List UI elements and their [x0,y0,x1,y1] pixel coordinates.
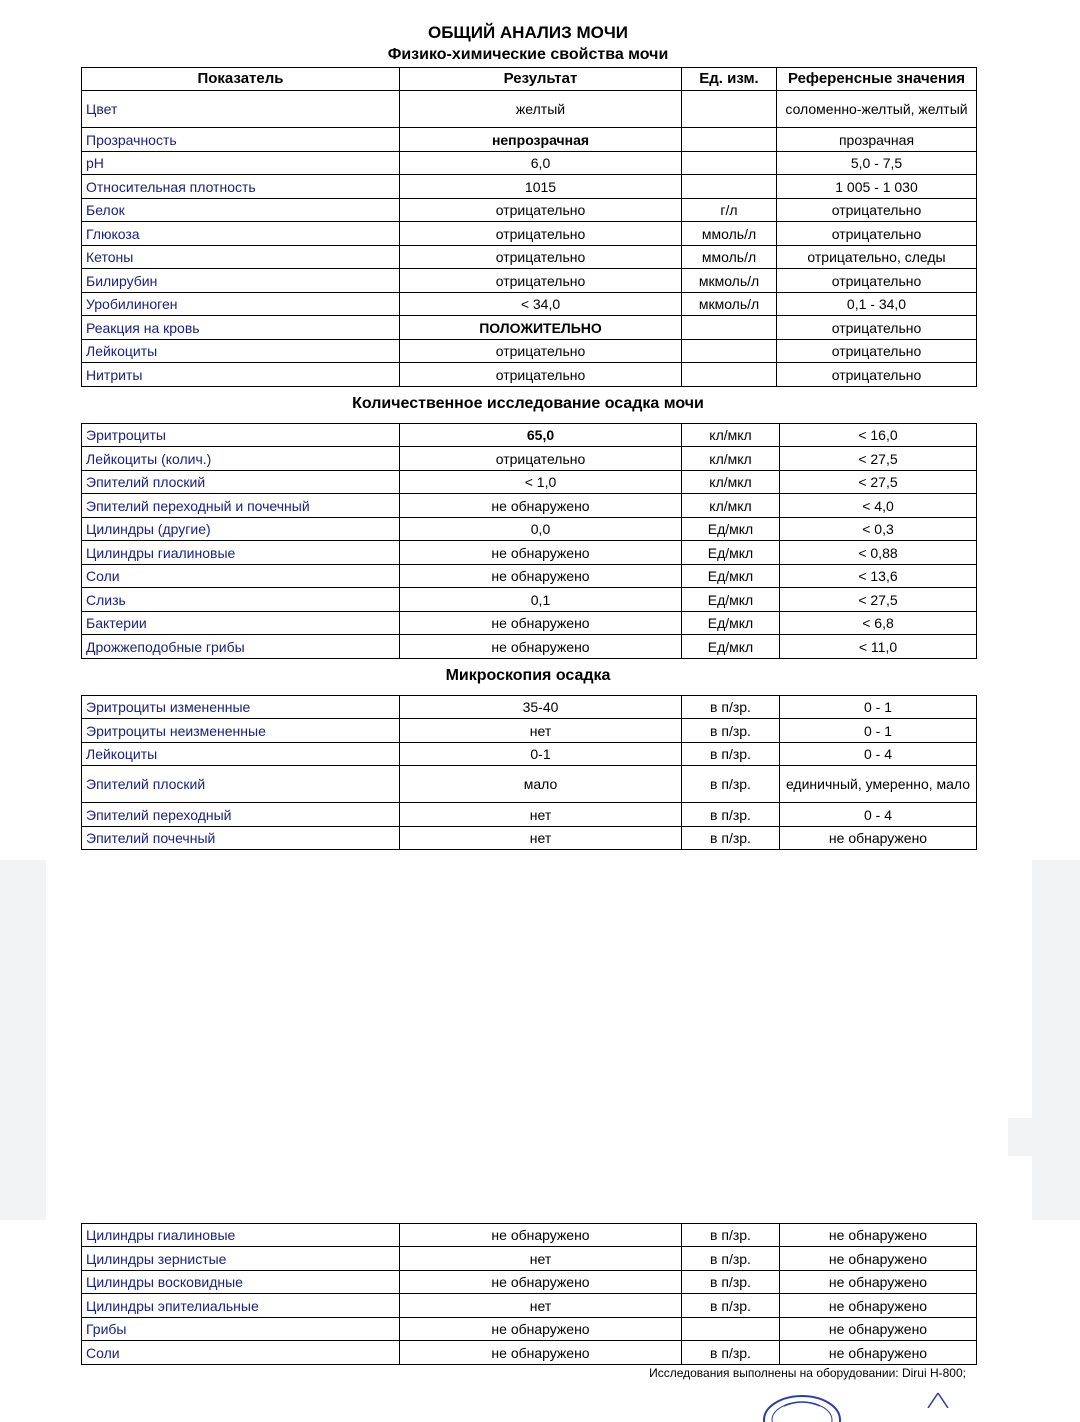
table-row [82,1341,977,1365]
reference-value: 0,1 - 34,0 [777,293,977,316]
equipment-note: Исследования выполнены на оборудовании: Dirui H-800; [649,1366,966,1380]
result-value: не обнаружено [400,541,682,565]
result-value: отрицательно [400,447,682,471]
unit-value: мкмоль/л [682,269,777,293]
reference-value: < 27,5 [780,471,977,494]
result-value: нет [400,827,682,850]
unit-value: в п/зр. [682,743,780,766]
indicator-name: Реакция на кровь [82,316,400,340]
table-row [82,743,977,766]
unit-value: в п/зр. [682,803,780,827]
micro-continued-table [81,1223,977,1365]
result-value: непрозрачная [400,128,682,152]
table-row [82,635,977,659]
reference-value: < 0,3 [780,518,977,541]
unit-value: кл/мкл [682,494,780,518]
scan-edge-left [0,860,46,1220]
reference-value: отрицательно [777,269,977,293]
unit-value [682,128,777,152]
unit-value [682,363,777,387]
reference-value: 5,0 - 7,5 [777,152,977,175]
section-title-micro: Микроскопия осадка [445,667,611,684]
unit-value [682,175,777,199]
table-header-row [82,68,977,91]
reference-value: не обнаружено [780,1294,977,1318]
reference-value: 1 005 - 1 030 [777,175,977,199]
table-row [82,91,977,128]
unit-value: в п/зр. [682,766,780,803]
indicator-name: Белок [82,199,400,222]
result-value: не обнаружено [400,1224,682,1247]
result-value: не обнаружено [400,1271,682,1294]
unit-value [682,340,777,363]
result-value: < 1,0 [400,471,682,494]
result-value: 0-1 [400,743,682,766]
result-value: не обнаружено [400,565,682,588]
unit-value: Ед/мкл [682,541,780,565]
indicator-name: Соли [82,1341,400,1365]
unit-value: кл/мкл [682,424,780,447]
reference-value: соломенно-желтый, желтый [777,91,977,128]
result-value: отрицательно [400,246,682,269]
indicator-name: Цвет [82,91,400,128]
quant-table [81,423,977,659]
table-row [82,1294,977,1318]
indicator-name: Грибы [82,1318,400,1341]
table-row [82,340,977,363]
unit-value: Ед/мкл [682,588,780,612]
reference-value: < 6,8 [780,612,977,635]
unit-value: в п/зр. [682,1271,780,1294]
header-result: Результат [400,68,682,91]
table-row [82,246,977,269]
page-title: ОБЩИЙ АНАЛИЗ МОЧИ [427,23,629,42]
indicator-name: Цилиндры зернистые [82,1247,400,1271]
result-value: не обнаружено [400,612,682,635]
result-value: не обнаружено [400,635,682,659]
table-row [82,494,977,518]
table-row [82,199,977,222]
reference-value: < 4,0 [780,494,977,518]
result-value: не обнаружено [400,494,682,518]
result-value: 6,0 [400,152,682,175]
indicator-name: Нитриты [82,363,400,387]
table-row [82,447,977,471]
reference-value: не обнаружено [780,1341,977,1365]
indicator-name: Цилиндры восковидные [82,1271,400,1294]
indicator-name: Эпителий плоский [82,471,400,494]
indicator-name: Эпителий переходный [82,803,400,827]
reference-value: < 27,5 [780,588,977,612]
result-value: отрицательно [400,363,682,387]
unit-value [682,316,777,340]
result-value: 0,0 [400,518,682,541]
reference-value: не обнаружено [780,827,977,850]
result-value: нет [400,803,682,827]
unit-value: г/л [682,199,777,222]
scan-edge-right [1032,860,1080,1220]
indicator-name: Прозрачность [82,128,400,152]
table-row [82,222,977,246]
section-title-physchem: Физико-химические свойства мочи [387,46,669,63]
table-row [82,128,977,152]
table-row [82,424,977,447]
indicator-name: Уробилиноген [82,293,400,316]
physchem-table [81,67,977,387]
reference-value: прозрачная [777,128,977,152]
unit-value: в п/зр. [682,1294,780,1318]
result-value: отрицательно [400,269,682,293]
reference-value: < 0,88 [780,541,977,565]
header-unit: Ед. изм. [682,68,777,91]
result-value: < 34,0 [400,293,682,316]
indicator-name: Соли [82,565,400,588]
unit-value: в п/зр. [682,1247,780,1271]
reference-value: отрицательно [777,363,977,387]
unit-value: кл/мкл [682,447,780,471]
unit-value [682,1318,780,1341]
reference-value: отрицательно [777,222,977,246]
result-value: отрицательно [400,340,682,363]
unit-value: Ед/мкл [682,635,780,659]
table-row [82,471,977,494]
micro-table [81,695,977,850]
indicator-name: Дрожжеподобные грибы [82,635,400,659]
reference-value: < 11,0 [780,635,977,659]
table-row [82,588,977,612]
unit-value: в п/зр. [682,696,780,719]
table-row [82,316,977,340]
scan-edge-tab [1008,1118,1032,1156]
result-value: отрицательно [400,199,682,222]
indicator-name: Эпителий плоский [82,766,400,803]
table-row [82,152,977,175]
result-value: нет [400,719,682,743]
reference-value: 0 - 1 [780,696,977,719]
reference-value: отрицательно [777,199,977,222]
result-value: не обнаружено [400,1318,682,1341]
table-row [82,719,977,743]
section-title-quant: Количественное исследование осадка мочи [352,395,704,412]
unit-value: кл/мкл [682,471,780,494]
result-value: не обнаружено [400,1341,682,1365]
unit-value: мкмоль/л [682,293,777,316]
indicator-name: Эритроциты [82,424,400,447]
reference-value: единичный, умеренно, мало [780,766,977,803]
indicator-name: Билирубин [82,269,400,293]
table-row [82,1318,977,1341]
table-row [82,175,977,199]
table-row [82,827,977,850]
indicator-name: Лейкоциты [82,340,400,363]
unit-value: в п/зр. [682,1224,780,1247]
unit-value: в п/зр. [682,827,780,850]
table-row [82,565,977,588]
reference-value: 0 - 1 [780,719,977,743]
reference-value: < 27,5 [780,447,977,471]
unit-value: в п/зр. [682,719,780,743]
reference-value: 0 - 4 [780,743,977,766]
reference-value: не обнаружено [780,1271,977,1294]
reference-value: не обнаружено [780,1247,977,1271]
reference-value: отрицательно [777,340,977,363]
reference-value: отрицательно [777,316,977,340]
reference-value: не обнаружено [780,1224,977,1247]
result-value: нет [400,1294,682,1318]
indicator-name: Слизь [82,588,400,612]
table-row [82,766,977,803]
table-row [82,1271,977,1294]
result-value: отрицательно [400,222,682,246]
table-row [82,518,977,541]
unit-value [682,91,777,128]
result-value: 1015 [400,175,682,199]
table-row [82,1224,977,1247]
indicator-name: Лейкоциты [82,743,400,766]
result-value: желтый [400,91,682,128]
indicator-name: Эпителий переходный и почечный [82,494,400,518]
table-row [82,269,977,293]
table-row [82,363,977,387]
indicator-name: Цилиндры эпителиальные [82,1294,400,1318]
unit-value [682,152,777,175]
indicator-name: Бактерии [82,612,400,635]
table-row [82,803,977,827]
result-value: 35-40 [400,696,682,719]
unit-value: Ед/мкл [682,518,780,541]
table-row [82,696,977,719]
reference-value: не обнаружено [780,1318,977,1341]
indicator-name: Цилиндры (другие) [82,518,400,541]
unit-value: ммоль/л [682,222,777,246]
unit-value: ммоль/л [682,246,777,269]
header-indicator: Показатель [82,68,400,91]
unit-value: в п/зр. [682,1341,780,1365]
indicator-name: Эритроциты неизмененные [82,719,400,743]
header-reference: Референсные значения [777,68,977,91]
result-value: 0,1 [400,588,682,612]
table-row [82,612,977,635]
result-value: мало [400,766,682,803]
indicator-name: Относительная плотность [82,175,400,199]
indicator-name: Цилиндры гиалиновые [82,541,400,565]
result-value: ПОЛОЖИТЕЛЬНО [400,316,682,340]
indicator-name: Лейкоциты (колич.) [82,447,400,471]
reference-value: < 16,0 [780,424,977,447]
table-row [82,293,977,316]
indicator-name: Эритроциты измененные [82,696,400,719]
indicator-name: Кетоны [82,246,400,269]
reference-value: отрицательно, следы [777,246,977,269]
indicator-name: Эпителий почечный [82,827,400,850]
table-row [82,541,977,565]
indicator-name: Глюкоза [82,222,400,246]
reference-value: 0 - 4 [780,803,977,827]
stamp-seal-icon [762,1392,842,1422]
result-value: 65,0 [400,424,682,447]
unit-value: Ед/мкл [682,612,780,635]
unit-value: Ед/мкл [682,565,780,588]
result-value: нет [400,1247,682,1271]
reference-value: < 13,6 [780,565,977,588]
table-row [82,1247,977,1271]
triangle-stamp-icon [926,1392,950,1408]
indicator-name: pH [82,152,400,175]
indicator-name: Цилиндры гиалиновые [82,1224,400,1247]
